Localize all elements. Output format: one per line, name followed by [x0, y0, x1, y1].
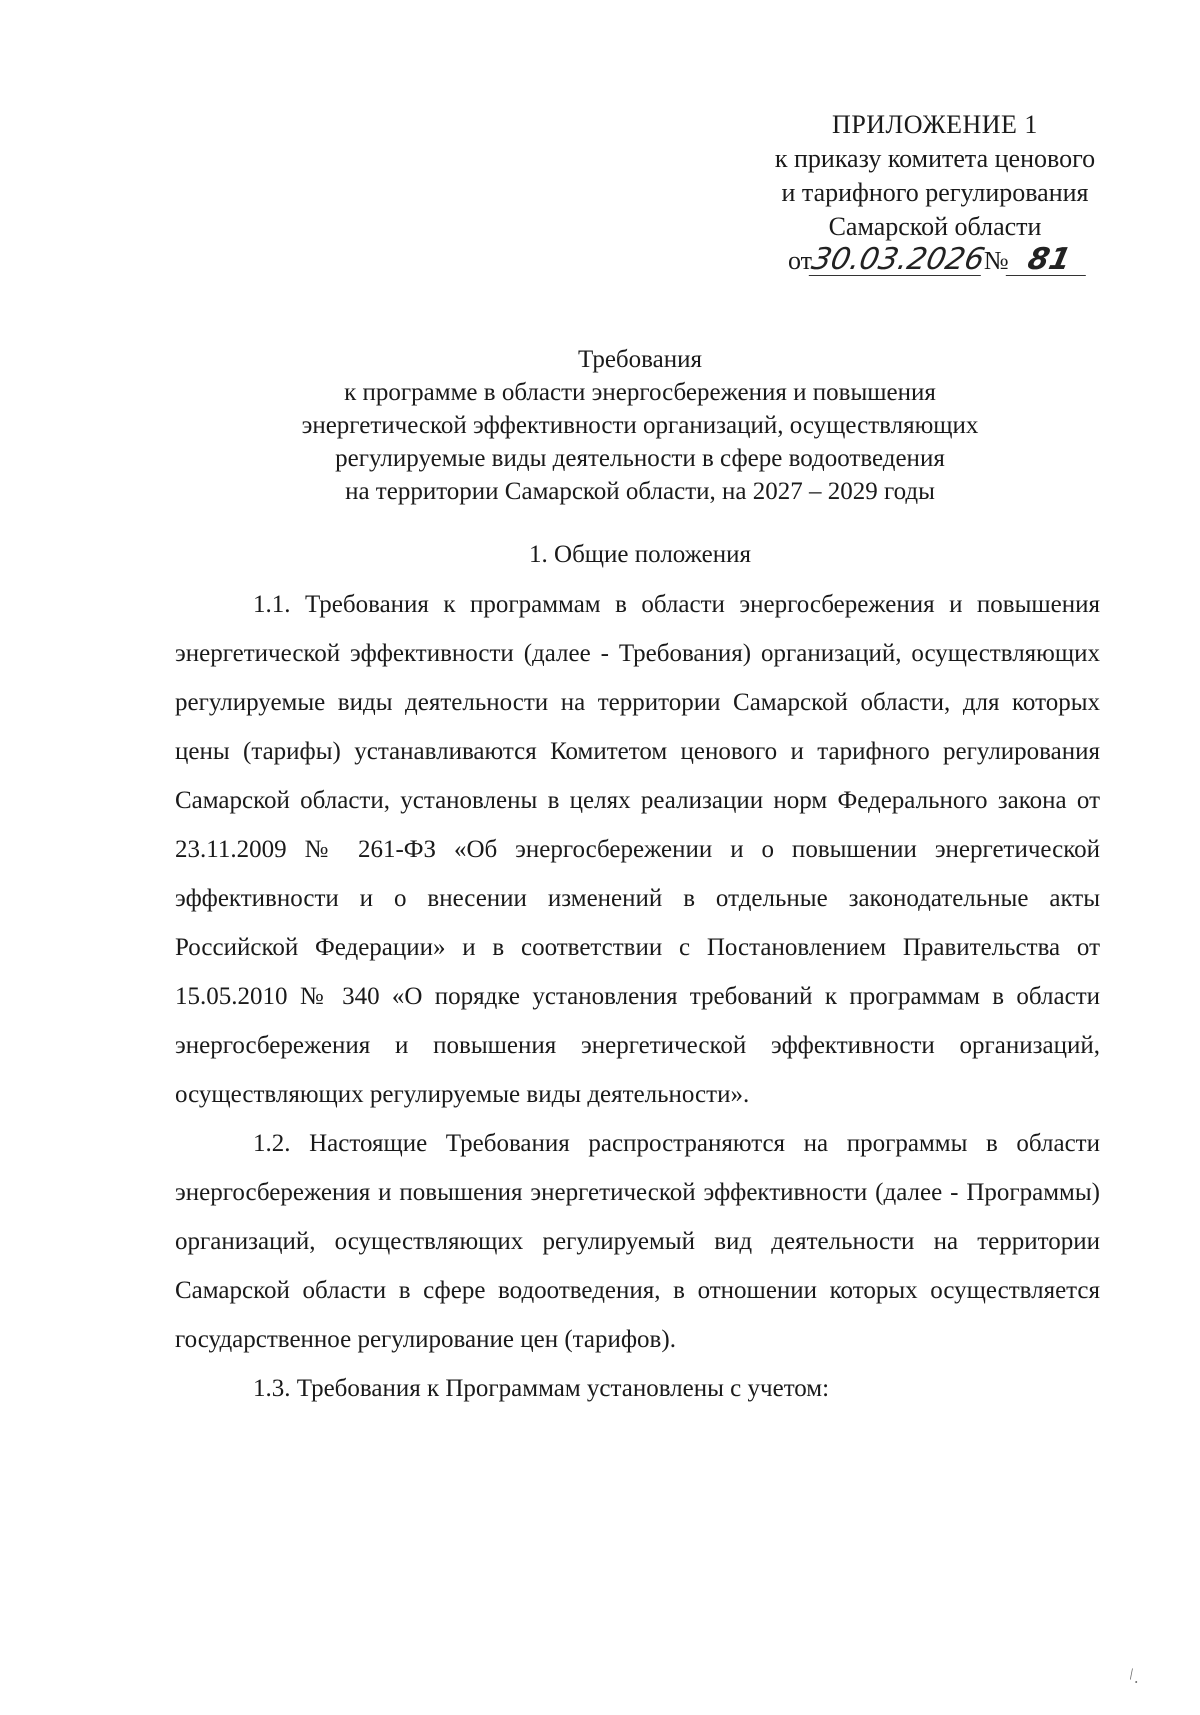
paragraph-1-2: 1.2. Настоящие Требования распространяются на программы в области энергосбережения и повышения энергетической эффективности (далее - Программы) организаций, осуществляющих регулируемый вид деятельности на территории Самарской области в сфере водоотведения, в отношении которых осуществляется государственное регулирование цен (тарифов). — [175, 1130, 1100, 1353]
appendix-block — [740, 108, 1130, 278]
date-prefix: от — [788, 246, 813, 275]
title-line: регулируемые виды деятельности в сфере водоотведения — [335, 445, 945, 472]
title-line: Требования — [578, 346, 702, 373]
paragraph-1-3: 1.3. Требования к Программам установлены с учетом: — [253, 1375, 830, 1402]
document-body — [175, 580, 1100, 1413]
appendix-line: и тарифного регулирования — [781, 178, 1089, 207]
appendix-line: Самарской области — [828, 212, 1042, 241]
paragraph-1-1: 1.1. Требования к программам в области энергосбережения и повышения энергетической эффективности (далее - Требования) организаций, осуществляющих регулируемые виды деятельности на территории Самарской области, для которых цены (тарифы) устанавливаются Комитетом ценового и тарифного регулирования Самарской области, установлены в целях реализации норм Федерального закона от 23.11.2009 № 261-ФЗ «Об энергосбережении и о повышении энергетической эффективности и о внесении изменений в отдельные законодательные акты Российской Федерации» и в соответствии с Постановлением Правительства от 15.05.2010 № 340 «О порядке установления требований к программам в области энергосбережения и повышения энергетической эффективности организаций, осуществляющих регулируемые виды деятельности». — [175, 591, 1100, 1108]
section-heading: 1. Общие положения — [529, 541, 751, 568]
document-title — [180, 343, 1100, 508]
handwritten-number: 81 — [1005, 245, 1092, 276]
number-label: № — [983, 246, 1009, 275]
appendix-line: к приказу комитета ценового — [774, 144, 1096, 173]
scan-mark: \ . — [1124, 1666, 1145, 1688]
title-line: к программе в области энергосбережения и повышения — [344, 379, 936, 406]
title-line: на территории Самарской области, на 2027 – 2029 годы — [345, 478, 935, 505]
appendix-heading: ПРИЛОЖЕНИЕ 1 — [832, 110, 1038, 139]
order-date-line — [740, 244, 1130, 278]
handwritten-date: 30.03.2026 — [808, 242, 988, 277]
title-line: энергетической эффективности организаций, осуществляющих — [301, 412, 979, 439]
